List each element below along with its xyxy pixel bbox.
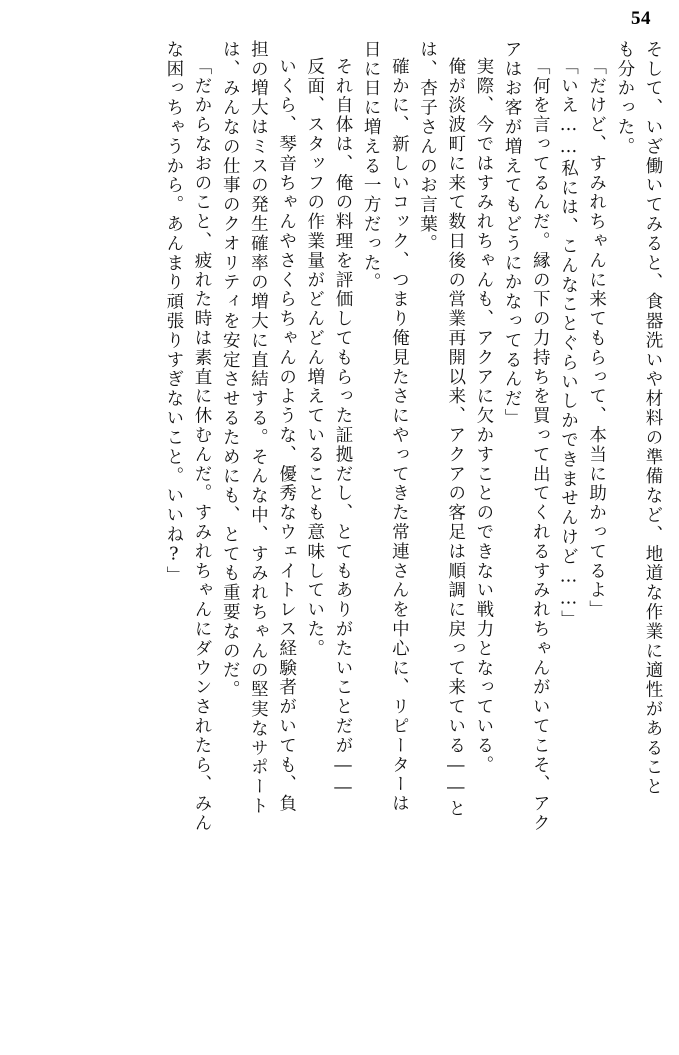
text-column: 俺が淡波町に来て数日後の営業再開以来、アクアの客足は順調に戻って来ている――と	[445, 57, 466, 819]
text-column: それ自体は、俺の料理を評価してもらった証拠だし、とてもありがたいことだが――	[332, 57, 353, 800]
text-column: そして、いざ働いてみると、食器洗いや材料の準備など、地道な作業に適性があること	[643, 40, 663, 797]
text-column: は、みんなの仕事のクオリティを安定させるためにも、とても重要なのだ。	[220, 40, 241, 700]
text-column: 担の増大はミスの発生確率の増大に直結する。そんな中、すみれちゃんの堅実なサポート	[248, 40, 269, 816]
page-number: 54	[631, 8, 651, 29]
text-column: 日に日に増える一方だった。	[361, 40, 382, 293]
text-column: 確かに、新しいコック、つまり俺見たさにやってきた常連さんを中心に、リピーターは	[389, 57, 410, 814]
text-column: も分かった。	[614, 40, 635, 157]
text-column: は、杏子さんのお言葉。	[417, 40, 438, 254]
text-column: 「だからなおのこと、疲れた時は素直に休むんだ。すみれちゃんにダウンされたら、みん	[192, 57, 212, 833]
text-column: 「何を言ってるんだ。縁の下の力持ちを買って出てくれるすみれちゃんがいてこそ、アク	[530, 57, 551, 833]
text-column: 「いえ……私には、こんなことぐらいしかできませんけど……」	[558, 57, 579, 630]
text-column: 「だけど、すみれちゃんに来てもらって、本当に助かってるよ」	[586, 57, 607, 620]
text-column: いくら、琴音ちゃんやさくらちゃんのような、優秀なウェイトレス経験者がいても、負	[276, 57, 297, 814]
text-column: な困っちゃうから。あんまり頑張りすぎないこと。いいね?」	[163, 40, 184, 586]
text-column: アはお客が増えてもどうにかなってるんだ」	[502, 40, 523, 428]
text-column: 反面、スタッフの作業量がどんどん増えていることも意味していた。	[304, 57, 325, 659]
vertical-text-body	[16, 40, 661, 1038]
text-column: 実際、今ではすみれちゃんも、アクアに欠かすことのできない戦力となっている。	[473, 57, 494, 775]
